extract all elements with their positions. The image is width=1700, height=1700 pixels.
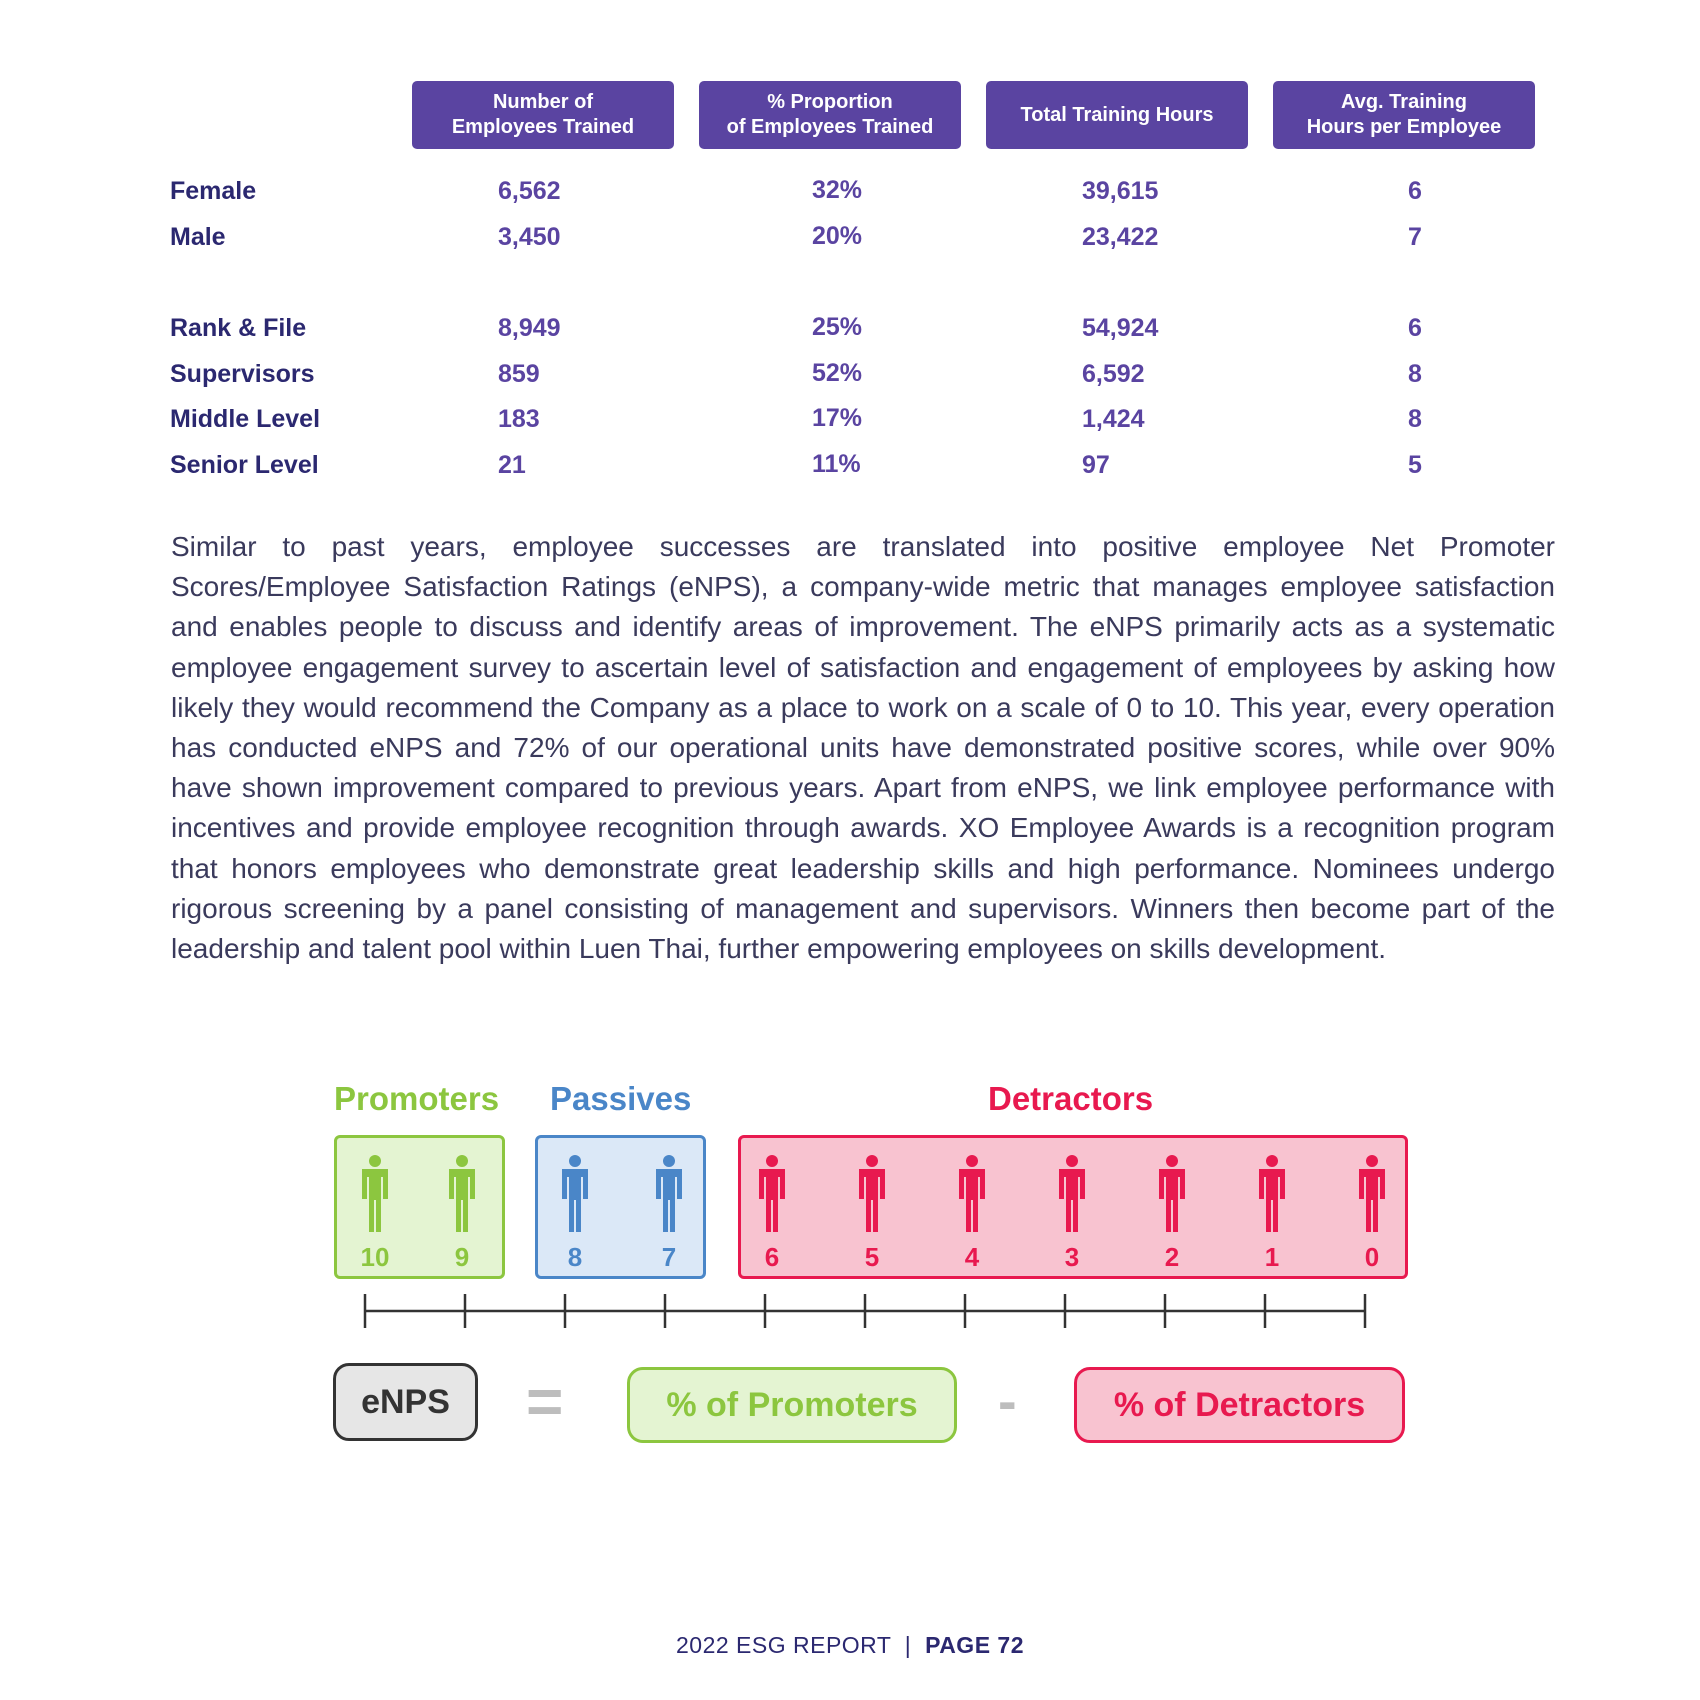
score-label: 2 [1164,1242,1180,1272]
header-avg-training-hours: Avg. Training Hours per Employee [1273,81,1535,149]
score-label: 6 [764,1242,780,1272]
header-proportion-trained: % Proportion of Employees Trained [699,81,961,149]
body-paragraph: Similar to past years, employee successes are translated into positive employee Net Promoter Scores/Employee Satisfaction Ratings (eNPS), a company-wide metric that manages employee satisfaction and enables people to discuss and identify areas of improvement. The eNPS primarily acts as a systematic employee engagement survey to ascertain level of satisfaction and engagement of employees by asking how likely they would recommend the Company as a place to work on a scale of 0 to 10. This year, every operation has conducted eNPS and 72% of our operational units have demonstrated positive scores, while over 90% have shown improvement compared to previous years. Apart from eNPS, we link employee performance with incentives and provide employee recognition through awards. XO Employee Awards is a recognition program that honors employees who demonstrate great leadership skills and high performance. Nominees undergo rigorous screening by a panel consisting of management and supervisors. Winners then become part of the leadership and talent pool within Luen Thai, further empowering employees on skills development. [171,531,1555,965]
table-cell: 54,924 [1082,314,1159,342]
person-icon [358,1154,392,1234]
person-icon [1355,1154,1389,1234]
table-cell: 39,615 [1082,177,1159,205]
equals-sign: = [526,1365,564,1437]
person-icon [955,1154,989,1234]
row-label: Middle Level [170,405,321,433]
table-cell: 5 [1408,451,1422,479]
table-cell: 17% [812,404,863,432]
score-label: 3 [1064,1242,1080,1272]
row-label: Supervisors [170,360,315,388]
person-icon [1055,1154,1089,1234]
table-cell: 21 [498,451,526,479]
person-icon [1155,1154,1189,1234]
person-icon [652,1154,686,1234]
promoters-pill: % of Promoters [627,1367,957,1443]
page-footer [0,1632,1700,1659]
table-cell: 859 [498,360,540,388]
score-label: 10 [360,1242,390,1272]
person-icon [1255,1154,1289,1234]
promoters-label: Promoters [334,1080,500,1117]
detractors-label: Detractors [988,1080,1154,1117]
header-employees-trained: Number of Employees Trained [412,81,674,149]
score-label: 7 [661,1242,677,1272]
table-cell: 23,422 [1082,223,1159,251]
score-label: 4 [964,1242,980,1272]
row-label: Female [170,177,257,205]
table-cell: 8 [1408,360,1422,388]
table-cell: 11% [812,450,861,478]
score-label: 5 [864,1242,880,1272]
header-total-training-hours: Total Training Hours [986,81,1248,149]
table-cell: 183 [498,405,540,433]
table-cell: 25% [812,313,863,341]
score-label: 0 [1364,1242,1380,1272]
enps-pill: eNPS [333,1363,478,1441]
table-cell: 8 [1408,405,1422,433]
detractors-pill: % of Detractors [1074,1367,1405,1443]
person-icon [855,1154,889,1234]
score-scale [350,1290,1380,1330]
score-label: 1 [1264,1242,1280,1272]
table-cell: 6,562 [498,177,561,205]
table-cell: 97 [1082,451,1110,479]
table-cell: 6 [1408,314,1422,342]
table-cell: 7 [1408,223,1422,251]
table-cell: 6 [1408,177,1422,205]
page-number: PAGE 72 [925,1632,1025,1658]
report-title: 2022 ESG REPORT [675,1632,892,1658]
table-cell: 3,450 [498,223,561,251]
table-cell: 1,424 [1082,405,1145,433]
table-cell: 8,949 [498,314,561,342]
person-icon [558,1154,592,1234]
row-label: Rank & File [170,314,307,342]
row-label: Male [170,223,226,251]
table-cell: 52% [812,359,863,387]
score-label: 9 [454,1242,470,1272]
footer-separator: | [904,1632,912,1658]
row-label: Senior Level [170,451,319,479]
passives-label: Passives [550,1080,692,1117]
person-icon [755,1154,789,1234]
minus-sign: - [998,1369,1017,1432]
table-cell: 32% [812,176,863,204]
table-cell: 20% [812,222,863,250]
person-icon [445,1154,479,1234]
table-cell: 6,592 [1082,360,1145,388]
score-label: 8 [567,1242,583,1272]
